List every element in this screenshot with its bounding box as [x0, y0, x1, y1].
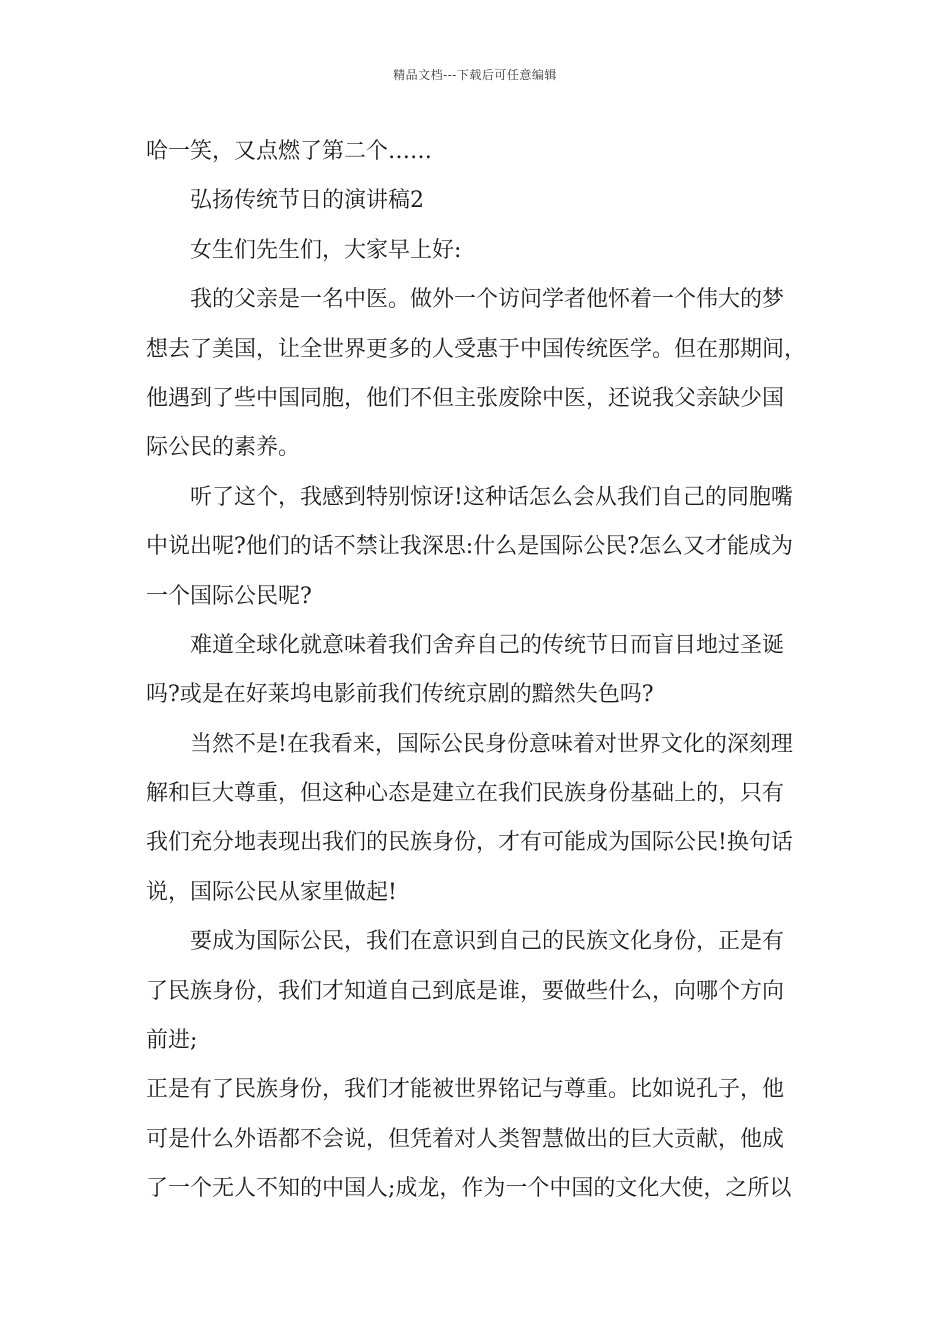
text-line-7: 际公民的素养。 [146, 435, 301, 461]
text-line-19: 前进; [146, 1028, 198, 1054]
text-line-1: 哈一笑，又点燃了第二个…… [146, 139, 433, 164]
text-line-11: 难道全球化就意味着我们舍弃自己的传统节日而盲目地过圣诞 [190, 632, 785, 658]
text-line-13: 当然不是!在我看来，国际公民身份意味着对世界文化的深刻理 [190, 731, 793, 757]
text-line-9: 中说出呢?他们的话不禁让我深思:什么是国际公民?怎么又才能成为 [146, 534, 794, 560]
text-line-10: 一个国际公民呢? [146, 583, 312, 609]
text-line-5: 想去了美国，让全世界更多的人受惠于中国传统医学。但在那期间， [146, 336, 807, 362]
text-line-22: 了一个无人不知的中国人;成龙，作为一个中国的文化大使，之所以 [146, 1176, 792, 1202]
document-body [146, 127, 818, 1214]
text-line-17: 要成为国际公民，我们在意识到自己的民族文化身份，正是有 [190, 929, 785, 955]
greeting-line: 女生们先生们，大家早上好: [190, 237, 462, 263]
text-line-12: 吗?或是在好莱坞电影前我们传统京剧的黯然失色吗? [146, 682, 654, 708]
text-line-20: 正是有了民族身份，我们才能被世界铭记与尊重。比如说孔子，他 [146, 1077, 785, 1103]
text-line-16: 说，国际公民从家里做起! [146, 879, 397, 905]
text-line-18: 了民族身份，我们才知道自己到底是谁，要做些什么，向哪个方向 [146, 978, 785, 1004]
text-line-8: 听了这个，我感到特别惊讶!这种话怎么会从我们自己的同胞嘴 [190, 484, 793, 510]
text-line-21: 可是什么外语都不会说，但凭着对人类智慧做出的巨大贡献，他成 [146, 1126, 785, 1152]
text-line-6: 他遇到了些中国同胞，他们不但主张废除中医，还说我父亲缺少国 [146, 385, 785, 411]
text-line-4: 我的父亲是一名中医。做外一个访问学者他怀着一个伟大的梦 [190, 287, 785, 313]
text-line-15: 我们充分地表现出我们的民族身份，才有可能成为国际公民!换句话 [146, 830, 793, 856]
section-title: 弘扬传统节日的演讲稿2 [190, 188, 424, 214]
page-header: 精品文档---下载后可任意编辑 [393, 68, 557, 82]
text-line-14: 解和巨大尊重，但这种心态是建立在我们民族身份基础上的，只有 [146, 781, 785, 807]
